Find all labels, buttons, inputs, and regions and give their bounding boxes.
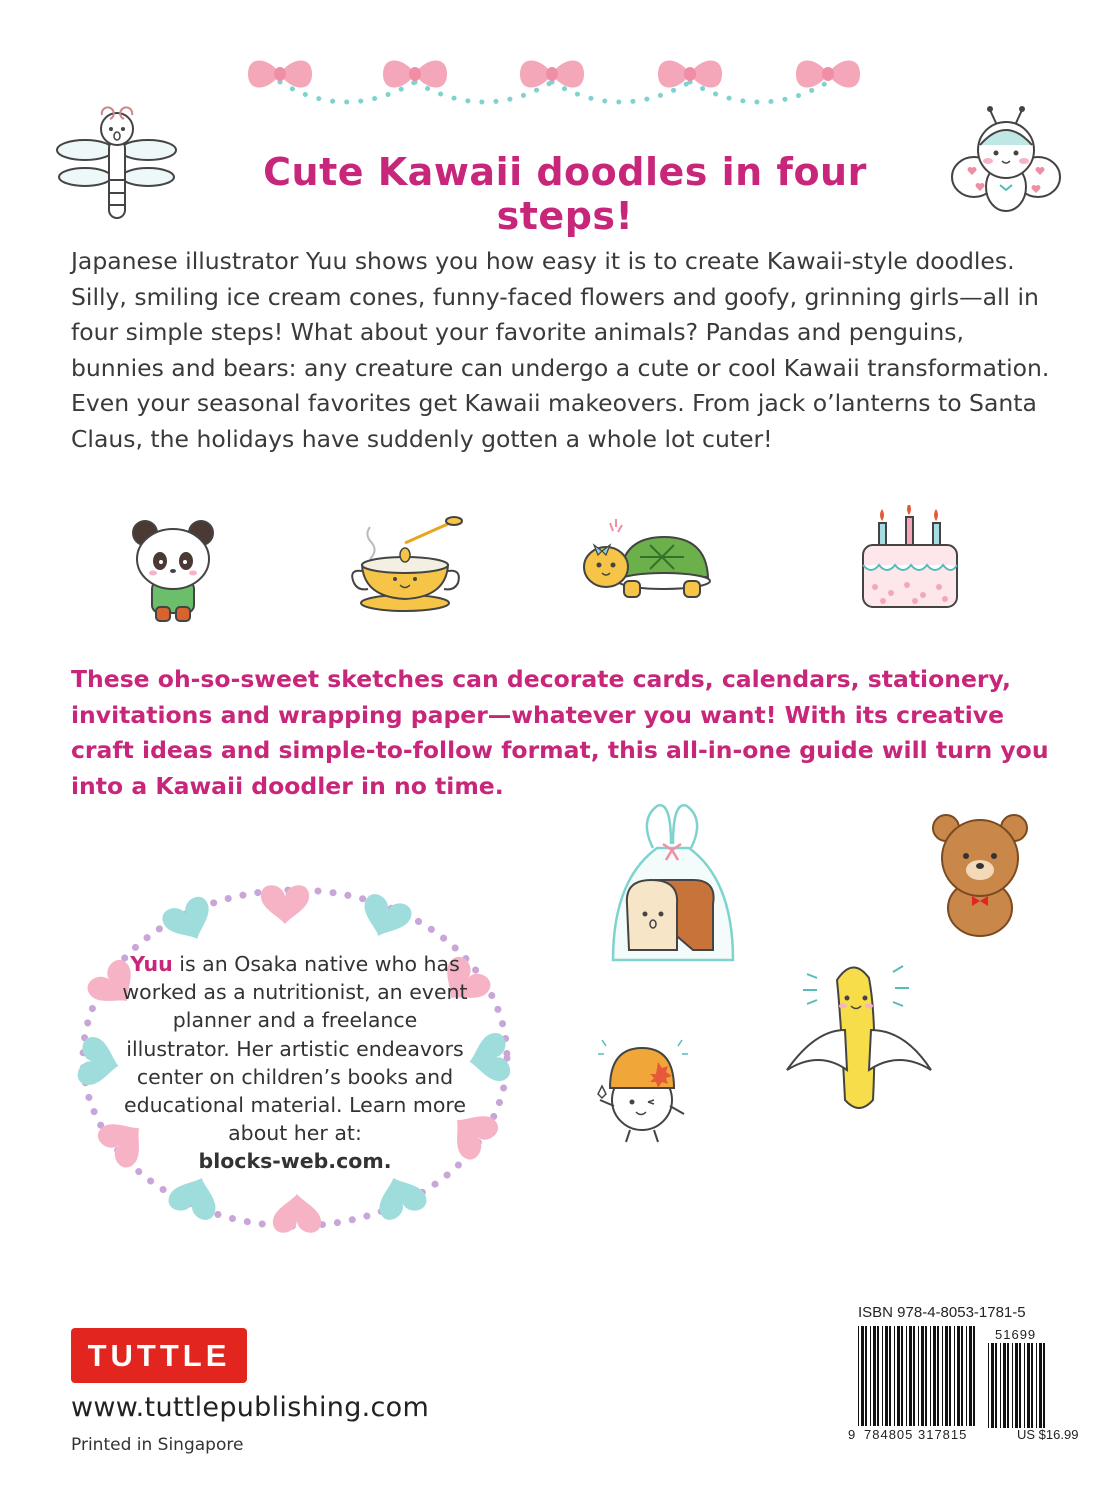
barcode-bar <box>873 1326 876 1426</box>
barcode-bar <box>925 1326 927 1426</box>
barcode-bar <box>969 1326 972 1426</box>
barcode-bar <box>921 1326 924 1426</box>
barcode-bar <box>906 1326 907 1426</box>
intro-paragraph: Japanese illustrator Yuu shows you how easy it is to create Kawaii-style doodles. Silly, smiling ice cream cones, funny-faced flowers and goofy, grinning girls—all in four simple steps! What about your favorite animals? Pandas and penguins, bunnies and bears: any creature can undergo a cute or cool Kawaii transformation. Even your seasonal favorites get Kawaii makeovers. From jack o’lanterns to Santa Claus, the holidays have suddenly gotten a whole lot cuter! <box>71 247 1050 453</box>
panda-icon <box>128 515 218 630</box>
publisher-logo: TUTTLE <box>71 1328 247 1383</box>
barcode-bar <box>913 1326 915 1426</box>
highlight-paragraph: These oh-so-sweet sketches can decorate cards, calendars, stationery, invitations and wrapping paper—whatever you want! With its creative craft ideas and simple-to-follow format, this all-in-one guide will turn you into a Kawaii doodler in no time. <box>71 665 1049 800</box>
bear-icon <box>930 810 1030 945</box>
bread-bag-icon <box>605 800 740 970</box>
barcode-bar <box>1031 1343 1033 1428</box>
isbn-label: ISBN 978-4-8053-1781-5 <box>858 1304 1026 1321</box>
barcode-digits: 784805 317815 <box>864 1427 968 1442</box>
barcode-bar <box>865 1326 867 1426</box>
barcode-bar <box>1043 1343 1045 1428</box>
dragonfly-icon <box>55 105 180 225</box>
barcode-bar <box>942 1326 943 1426</box>
author-bio <box>120 950 470 1176</box>
barcode-bar <box>1027 1343 1030 1428</box>
barcode-main <box>858 1326 980 1426</box>
barcode-bar <box>1007 1343 1009 1428</box>
acorn-icon <box>590 1030 700 1145</box>
barcode-bar <box>897 1326 900 1426</box>
printed-in: Printed in Singapore <box>71 1435 244 1455</box>
bow-garland <box>240 50 870 112</box>
barcode-bar <box>885 1326 888 1426</box>
barcode-bar <box>894 1326 895 1426</box>
barcode-bar <box>1019 1343 1021 1428</box>
author-name: Yuu <box>130 952 173 976</box>
page-title: Cute Kawaii doodles in four steps! <box>263 150 867 238</box>
barcode-bar <box>870 1326 871 1426</box>
barcode-bar <box>901 1326 903 1426</box>
barcode-bar <box>930 1326 931 1426</box>
barcode-bar <box>909 1326 912 1426</box>
author-bio-text: is an Osaka native who has worked as a nutritionist, an event planner and a freelance illustrator. Her artistic endeavors center on children’s books and educational material. Learn more about her at: <box>122 952 468 1146</box>
barcode-bar <box>973 1326 975 1426</box>
barcode-bar <box>1039 1343 1042 1428</box>
barcode-bar <box>954 1326 955 1426</box>
barcode-bar <box>1000 1343 1001 1428</box>
banana-icon <box>785 960 935 1120</box>
barcode-bar <box>861 1326 864 1426</box>
barcode-bar <box>889 1326 891 1426</box>
price-label: US $16.99 <box>1017 1427 1079 1442</box>
publisher-website: www.tuttlepublishing.com <box>71 1392 430 1423</box>
barcode-bar <box>1024 1343 1025 1428</box>
barcode-lead-digit: 9 <box>848 1427 856 1442</box>
barcode-bar <box>949 1326 951 1426</box>
barcode-bar <box>1036 1343 1037 1428</box>
barcode-bar <box>961 1326 963 1426</box>
bee-icon <box>950 105 1062 220</box>
cake-icon <box>855 505 965 615</box>
barcode-addon-bars <box>988 1343 1050 1428</box>
barcode-bar <box>988 1343 989 1428</box>
barcode-addon: 51699 <box>995 1327 1037 1342</box>
barcode-bar <box>957 1326 960 1426</box>
barcode-bar <box>1003 1343 1006 1428</box>
barcode-bar <box>966 1326 967 1426</box>
barcode-bar <box>995 1343 997 1428</box>
barcode-bar <box>933 1326 936 1426</box>
barcode-bar <box>1015 1343 1018 1428</box>
teacup-icon <box>350 515 465 615</box>
barcode-bar <box>937 1326 939 1426</box>
barcode-bar <box>945 1326 948 1426</box>
barcode-bar <box>877 1326 879 1426</box>
barcode-bar <box>991 1343 994 1428</box>
barcode-bar <box>882 1326 883 1426</box>
barcode-bar <box>1012 1343 1013 1428</box>
barcode-bar <box>858 1326 859 1426</box>
turtle-icon <box>580 515 720 610</box>
author-website: blocks-web.com. <box>198 1149 392 1174</box>
barcode-bar <box>918 1326 919 1426</box>
